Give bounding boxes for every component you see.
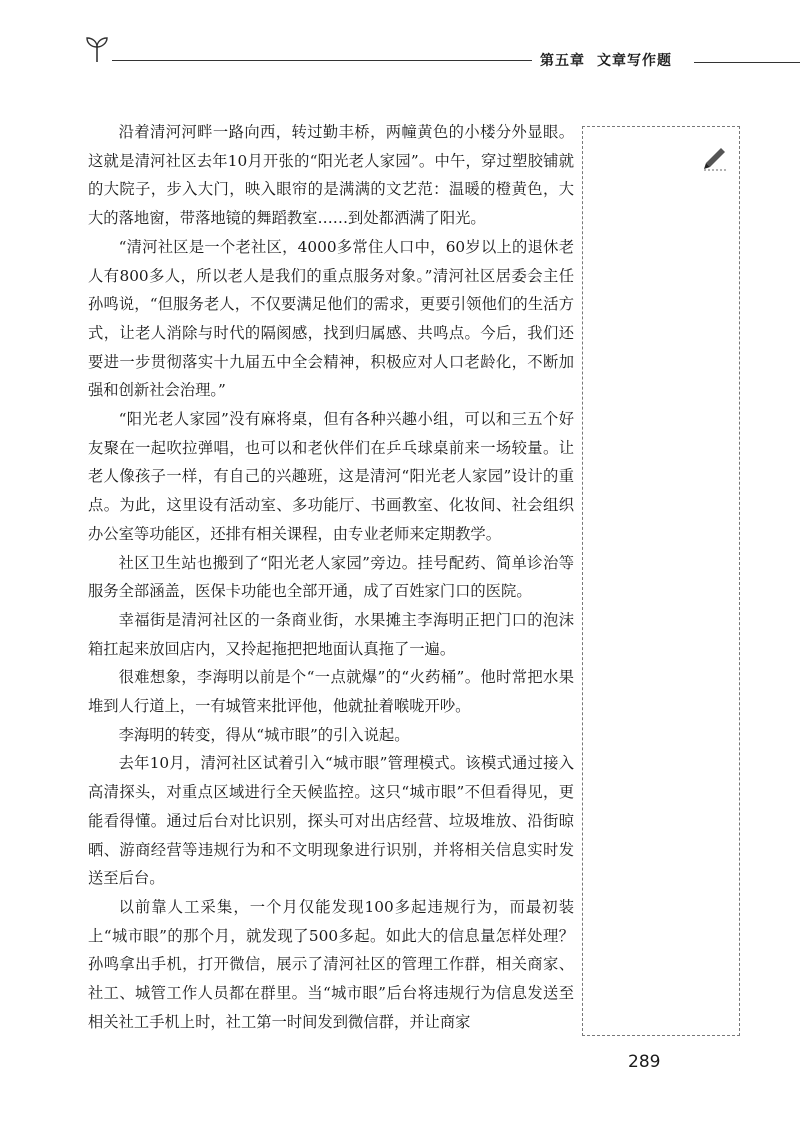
paragraph: “阳光老人家园”没有麻将桌，但有各种兴趣小组，可以和三五个好友聚在一起吹拉弹唱，也可以和老伙伴们在乒乓球桌前来一场较量。让老人像孩子一样，有自己的兴趣班，这是清河“阳光老人家园”设计的重点。为此，这里设有活动室、多功能厅、书画教室、化妆间、社会组织办公室等功能区，还排有相关课程，由专业老师来定期教学。 bbox=[88, 410, 574, 543]
paragraph: 去年10月，清河社区试着引入“城市眼”管理模式。该模式通过接入高清探头，对重点区域进行全天候监控。这只“城市眼”不但看得见，更能看得懂。通过后台对比识别，探头可对出店经营、垃圾堆放、沿街晾晒、游商经营等违规行为和不文明现象进行识别，并将相关信息实时发送至后台。 bbox=[88, 754, 574, 888]
paragraph: 幸福街是清河社区的一条商业街，水果摊主李海明正把门口的泡沫箱扛起来放回店内，又拎起拖把把地面认真拖了一遍。 bbox=[88, 610, 574, 658]
notes-margin-box bbox=[582, 126, 740, 1036]
pen-icon bbox=[701, 143, 729, 173]
chapter-heading bbox=[540, 50, 672, 70]
paragraph: “清河社区是一个老社区，4000多常住人口中，60岁以上的退休老人有800多人，所以老人是我们的重点服务对象。”清河社区居委会主任孙鸣说，“但服务老人，不仅要满足他们的需求，更要引领他们的生活方式，让老人消除与时代的隔阂感，找到归属感、共鸣点。今后，我们还要进一步贯彻落实十九届五中全会精神，积极应对人口老龄化，不断加强和创新社会治理。” bbox=[88, 237, 574, 400]
body-text bbox=[88, 118, 574, 1037]
header-rule-left bbox=[112, 60, 532, 61]
sprout-icon bbox=[84, 34, 110, 64]
paragraph: 很难想象，李海明以前是个“一点就爆”的“火药桶”。他时常把水果堆到人行道上，一有城管来批评他，他就扯着喉咙开吵。 bbox=[88, 668, 574, 716]
paragraph: 社区卫生站也搬到了“阳光老人家园”旁边。挂号配药、简单诊治等服务全部涵盖，医保卡功能也全部开通，成了百姓家门口的医院。 bbox=[88, 553, 574, 601]
paragraph: 沿着清河河畔一路向西，转过勤丰桥，两幢黄色的小楼分外显眼。这就是清河社区去年10月开张的“阳光老人家园”。中午，穿过塑胶铺就的大院子，步入大门，映入眼帘的是满满的文艺范：温暖的橙黄色，大大的落地窗，带落地镜的舞蹈教室……到处都洒满了阳光。 bbox=[88, 123, 574, 228]
header-rule-right bbox=[694, 62, 800, 63]
page-header bbox=[0, 0, 800, 80]
paragraph: 以前靠人工采集，一个月仅能发现100多起违规行为，而最初装上“城市眼”的那个月，就发现了500多起。如此大的信息量怎样处理？孙鸣拿出手机，打开微信，展示了清河社区的管理工作群，相关商家、社工、城管工作人员都在群里。当“城市眼”后台将违规行为信息发送至相关社工手机上时，社工第一时间发到微信群，并让商家 bbox=[88, 897, 574, 1031]
page-number: 289 bbox=[628, 1052, 661, 1072]
paragraph: 李海明的转变，得从“城市眼”的引入说起。 bbox=[118, 725, 410, 744]
chapter-label: 第五章 bbox=[540, 53, 585, 69]
chapter-title: 文章写作题 bbox=[597, 53, 672, 69]
